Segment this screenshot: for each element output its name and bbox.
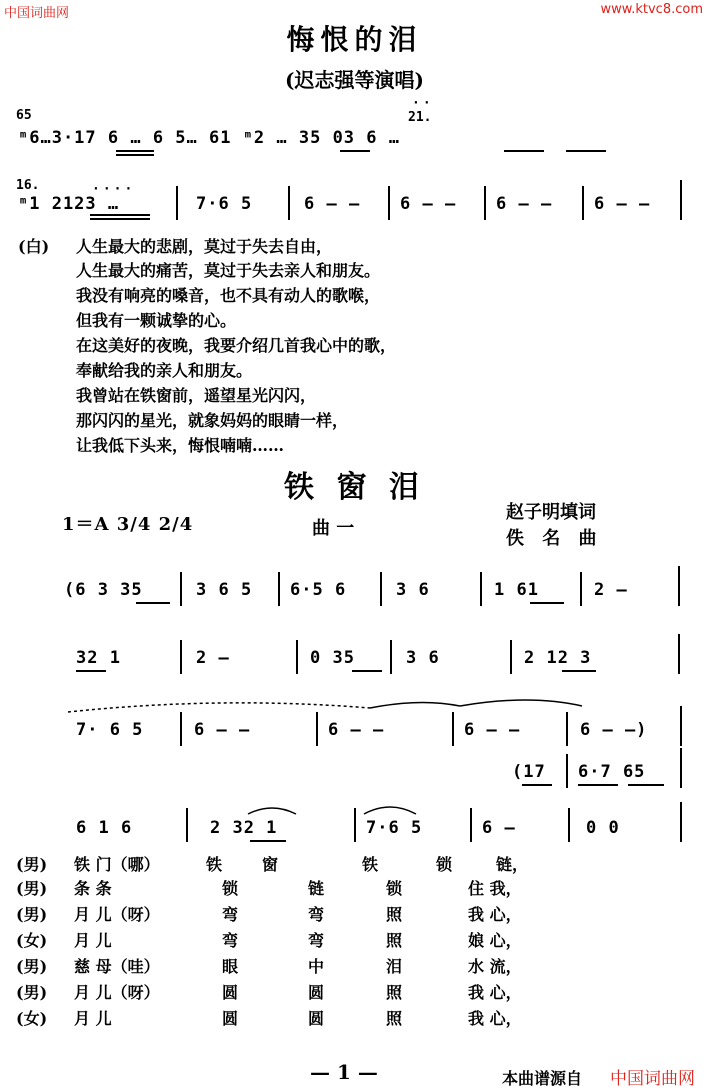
recitation-line: 我曾站在铁窗前，遥望星光闪闪， bbox=[76, 386, 317, 405]
lyric-row bbox=[16, 1006, 706, 1030]
underline bbox=[562, 670, 596, 672]
measure: 6 — — bbox=[594, 194, 651, 214]
measure: 2 32 1 bbox=[210, 818, 278, 838]
lyric-cell: 我 心， bbox=[468, 1009, 522, 1028]
measure: 6 — — bbox=[328, 720, 385, 740]
barline bbox=[316, 712, 318, 746]
lyric-cell: 圆 bbox=[308, 983, 325, 1002]
underline bbox=[504, 150, 544, 152]
recitation-line: 我没有响亮的嗓音，也不具有动人的歌喉， bbox=[76, 286, 381, 305]
role-label: (男) bbox=[16, 855, 48, 874]
barline bbox=[680, 748, 682, 788]
song1-title: 悔恨的泪 bbox=[286, 23, 423, 56]
measure: 2 12 3 bbox=[524, 648, 592, 668]
barline bbox=[186, 808, 188, 842]
role-label: (男) bbox=[16, 957, 48, 976]
lyric-cell: 住 我， bbox=[468, 879, 522, 898]
lyric-cell: 我 心， bbox=[468, 983, 522, 1002]
underline bbox=[76, 670, 106, 672]
measure: 6 — bbox=[482, 818, 516, 838]
measure: 6 1 6 bbox=[76, 818, 133, 838]
measure: 7· 6 5 bbox=[76, 720, 144, 740]
lyric-cell: 弯 bbox=[308, 905, 325, 924]
barline bbox=[180, 572, 182, 606]
lyric-cell: 慈 母（哇） bbox=[74, 957, 160, 976]
high-dots: ···· bbox=[92, 182, 136, 197]
barline bbox=[680, 706, 682, 746]
barline bbox=[566, 712, 568, 746]
lyric-row bbox=[16, 928, 706, 952]
slur-lines bbox=[60, 694, 690, 718]
barline bbox=[354, 808, 356, 842]
lyric-cell: 圆 bbox=[222, 983, 239, 1002]
barline bbox=[678, 634, 680, 674]
lyric-row bbox=[16, 902, 706, 926]
lyric-cell: 照 bbox=[386, 1009, 403, 1028]
measure: 6 — — bbox=[400, 194, 457, 214]
final-barline bbox=[680, 180, 682, 220]
page-number: — 1 — bbox=[310, 1060, 378, 1084]
lyric-cell: 铁 bbox=[206, 855, 223, 874]
lyric-cell: 中 bbox=[308, 957, 325, 976]
underline bbox=[136, 602, 170, 604]
recitation-line: 人生最大的痛苦，莫过于失去亲人和朋友。 bbox=[76, 261, 381, 280]
measure: 6·7 65 bbox=[578, 762, 646, 782]
underline bbox=[90, 218, 150, 220]
lyric-cell: 月 儿（呀） bbox=[74, 905, 160, 924]
lyric-cell: 圆 bbox=[308, 1009, 325, 1028]
measure: 6 — — bbox=[194, 720, 251, 740]
lyric-cell: 月 儿 bbox=[74, 931, 112, 950]
measure: 7·6 5 bbox=[366, 818, 423, 838]
measure: 2 — bbox=[594, 580, 628, 600]
grace-note-16: 16. bbox=[16, 178, 40, 193]
barline bbox=[480, 572, 482, 606]
barline bbox=[580, 572, 582, 606]
measure: (6 3 35 bbox=[64, 580, 143, 600]
role-label: (女) bbox=[16, 931, 48, 950]
song1-line2-notes: ᵐ1 2123 … bbox=[18, 194, 120, 214]
recitation-label: (白) bbox=[18, 237, 50, 256]
barline bbox=[678, 566, 680, 606]
lyric-cell: 娘 心， bbox=[468, 931, 522, 950]
lyric-cell: 链 bbox=[308, 879, 325, 898]
lyric-cell: 铁 门（哪） bbox=[74, 855, 160, 874]
barline bbox=[582, 186, 584, 220]
underline bbox=[250, 840, 286, 842]
lyric-cell: 水 流， bbox=[468, 957, 522, 976]
barline bbox=[566, 754, 568, 788]
barline bbox=[390, 640, 392, 674]
recitation-line: 那闪闪的星光，就象妈妈的眼睛一样， bbox=[76, 411, 349, 430]
measure: 6 — — bbox=[464, 720, 521, 740]
barline bbox=[380, 572, 382, 606]
underline bbox=[566, 150, 606, 152]
lyricist-credit: 赵子明填词 bbox=[506, 502, 596, 523]
barline bbox=[452, 712, 454, 746]
lyric-cell: 铁 bbox=[362, 855, 379, 874]
lyric-cell: 锁 bbox=[436, 855, 453, 874]
lyric-cell: 窗 bbox=[262, 855, 279, 874]
recitation-line: 让我低下头来，悔恨喃喃…… bbox=[76, 436, 285, 455]
measure: 1 61 bbox=[494, 580, 539, 600]
measure: 6 — — bbox=[304, 194, 361, 214]
grace-note-65: 65 bbox=[16, 108, 32, 123]
song1-line1-notes: ᵐ6…3·17 6 … 6 5… 61 ᵐ2 … 35 03 6 … bbox=[18, 128, 400, 148]
measure: 0 0 bbox=[586, 818, 620, 838]
measure: 6·5 6 bbox=[290, 580, 347, 600]
measure: 3 6 5 bbox=[196, 580, 253, 600]
lyric-cell: 锁 bbox=[222, 879, 239, 898]
slur-lines bbox=[230, 798, 530, 818]
role-label: (男) bbox=[16, 905, 48, 924]
lyric-cell: 弯 bbox=[222, 905, 239, 924]
barline bbox=[510, 640, 512, 674]
key-signature: 1＝A 3/4 2/4 bbox=[62, 514, 194, 535]
role-label: (男) bbox=[16, 879, 48, 898]
barline bbox=[278, 572, 280, 606]
watermark-right: www.ktvc8.com bbox=[600, 2, 703, 17]
barline bbox=[176, 186, 178, 220]
recitation-line: 人生最大的悲剧，莫过于失去自由， bbox=[76, 237, 333, 256]
lyric-cell: 圆 bbox=[222, 1009, 239, 1028]
lyric-cell: 锁 bbox=[386, 879, 403, 898]
measure: 0 35 bbox=[310, 648, 355, 668]
tune-label: 曲 一 bbox=[312, 518, 355, 539]
source-label: 本曲谱源自 bbox=[502, 1069, 583, 1088]
measure: 32 1 bbox=[76, 648, 121, 668]
barline bbox=[288, 186, 290, 220]
underline bbox=[530, 602, 564, 604]
lyric-cell: 眼 bbox=[222, 957, 239, 976]
lyric-cell: 月 儿 bbox=[74, 1009, 112, 1028]
lyric-cell: 照 bbox=[386, 931, 403, 950]
role-label: (女) bbox=[16, 1009, 48, 1028]
source-site-link[interactable]: 中国词曲网 bbox=[610, 1069, 695, 1089]
underline bbox=[340, 150, 370, 152]
underline bbox=[352, 670, 382, 672]
recitation-line: 奉献给我的亲人和朋友。 bbox=[76, 361, 253, 380]
barline bbox=[568, 808, 570, 842]
barline bbox=[296, 640, 298, 674]
composer-credit: 佚 名 曲 bbox=[506, 528, 603, 549]
barline bbox=[470, 808, 472, 842]
barline bbox=[180, 640, 182, 674]
lyric-row bbox=[16, 852, 706, 876]
recitation-line: 在这美好的夜晚，我要介绍几首我心中的歌， bbox=[76, 336, 397, 355]
lyric-cell: 月 儿（呀） bbox=[74, 983, 160, 1002]
barline bbox=[680, 802, 682, 842]
lyric-cell: 照 bbox=[386, 983, 403, 1002]
measure: 6 — — bbox=[496, 194, 553, 214]
lyric-cell: 链， bbox=[496, 855, 529, 874]
lyric-cell: 弯 bbox=[222, 931, 239, 950]
lyric-cell: 条 条 bbox=[74, 879, 112, 898]
measure: 3 6 bbox=[406, 648, 440, 668]
measure: 2 — bbox=[196, 648, 230, 668]
recitation-line: 但我有一颗诚挚的心。 bbox=[76, 311, 237, 330]
underline bbox=[628, 784, 664, 786]
underline bbox=[90, 214, 150, 216]
lyric-cell: 弯 bbox=[308, 931, 325, 950]
lyric-row bbox=[16, 954, 706, 978]
song2-title: 铁 窗 泪 bbox=[284, 470, 425, 505]
underline bbox=[522, 784, 552, 786]
barline bbox=[484, 186, 486, 220]
lyric-row bbox=[16, 876, 706, 900]
song1-subtitle: (迟志强等演唱) bbox=[285, 68, 424, 92]
watermark-left: 中国词曲网 bbox=[4, 6, 70, 21]
lyric-row bbox=[16, 980, 706, 1004]
high-dots: ·· bbox=[412, 96, 434, 111]
measure: 3 6 bbox=[396, 580, 430, 600]
lyric-cell: 照 bbox=[386, 905, 403, 924]
measure: 7·6 5 bbox=[196, 194, 253, 214]
barline bbox=[180, 712, 182, 746]
underline bbox=[116, 150, 154, 152]
underline bbox=[578, 784, 618, 786]
measure: 6 — —) bbox=[580, 720, 648, 740]
role-label: (男) bbox=[16, 983, 48, 1002]
measure: (17 bbox=[512, 762, 546, 782]
lyric-cell: 我 心， bbox=[468, 905, 522, 924]
underline bbox=[116, 154, 154, 156]
grace-note-21: 21. bbox=[408, 110, 432, 125]
lyric-cell: 泪 bbox=[386, 957, 403, 976]
barline bbox=[388, 186, 390, 220]
